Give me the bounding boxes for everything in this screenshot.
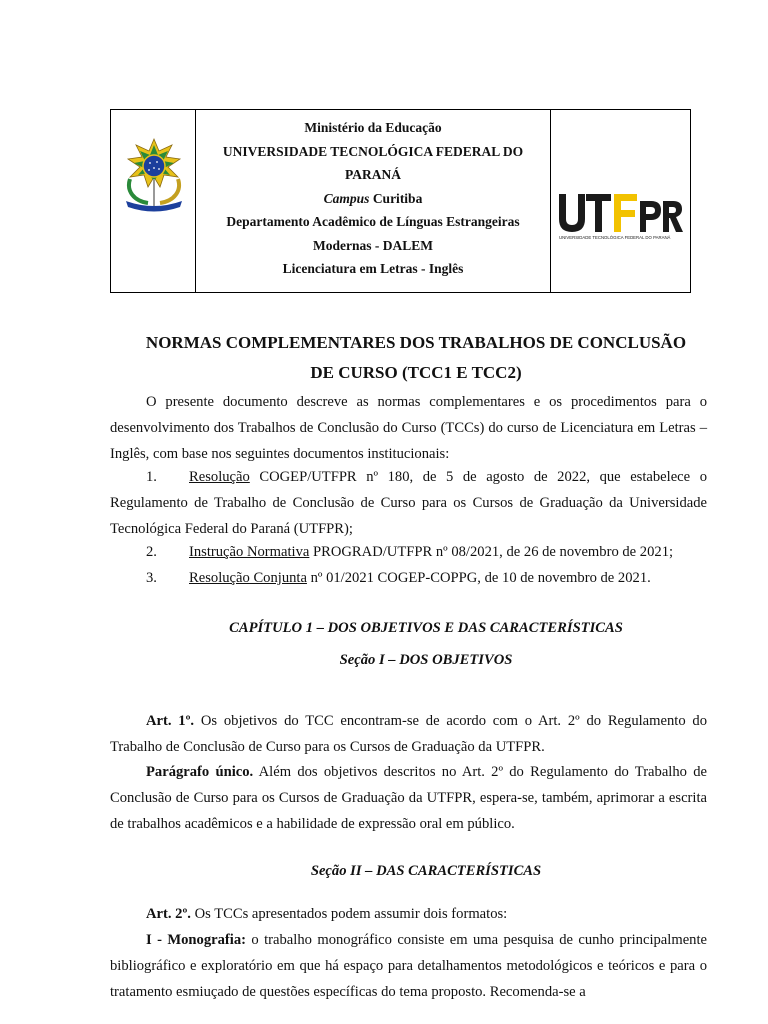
department-line: Departamento Acadêmico de Línguas Estrangeiras — [226, 214, 520, 229]
document-title-line-2: DE CURSO (TCC1 E TCC2) — [310, 363, 522, 382]
section-2-heading: Seção II – DAS CARACTERÍSTICAS — [310, 863, 542, 879]
section-1-heading — [110, 652, 742, 669]
article-2-text: Os TCCs apresentados podem assumir dois formatos: — [190, 906, 508, 922]
campus-label: Campus — [323, 190, 370, 206]
utfpr-logo — [557, 191, 685, 241]
section-1-text: Seção I – DOS OBJETIVOS — [339, 652, 513, 668]
list-text-3: nº 01/2021 COGEP-COPPG, de 10 de novembro de 2021. — [306, 570, 651, 586]
university-line: UNIVERSIDADE TECNOLÓGICA FEDERAL DO — [222, 143, 524, 159]
article-2-label: Art. 2º. — [146, 906, 191, 922]
item-monografia-text: o trabalho monográfico consiste em uma pesquisa de cunho principalmente bibliográfico e exploratório em que há espaço para detalhamentos metodológicos e teóricos e para o tratamento esmiuçado de questões específicas do tema proposto. Recomenda-se a — [110, 932, 707, 1000]
university-line-2: PARANÁ — [345, 167, 401, 182]
header-table — [110, 109, 691, 293]
ministry-line: Ministério da Educação — [304, 120, 442, 135]
list-link-3[interactable]: Resolução Conjunta — [189, 570, 307, 586]
intro-paragraph: O presente documento descreve as normas complementares e os procedimentos para o desenvolvimento dos Trabalhos de Conclusão do Curso (TCCs) do curso de Licenciatura em Letras – Inglês, com base nos seguintes documentos institucionais: — [110, 394, 707, 462]
paragrafo-label: Parágrafo único. — [146, 764, 254, 780]
logo-subtext: UNIVERSIDADE TECNOLÓGICA FEDERAL DO PARANÁ — [559, 235, 671, 240]
brazil-coat-of-arms-icon — [120, 137, 188, 215]
paragrafo-unico — [110, 759, 707, 837]
article-2 — [110, 901, 707, 927]
logo-cell — [551, 110, 690, 292]
list-number-1: 1. — [146, 469, 157, 485]
document-title-line-1: NORMAS COMPLEMENTARES DOS TRABALHOS DE CONCLUSÃO — [145, 333, 687, 352]
list-item-2 — [110, 539, 707, 565]
list-text-1: COGEP/UTFPR nº 180, de 5 de agosto de 2022, que estabelece o Regulamento de Trabalho de Conclusão de Curso para os Cursos de Graduação da Universidade Tecnológica Federal do Paraná (UTFPR); — [110, 469, 707, 537]
crest-cell — [111, 110, 196, 292]
item-monografia-label: I - Monografia: — [146, 932, 246, 948]
article-1-text: Os objetivos do TCC encontram-se de acordo com o Art. 2º do Regulamento do Trabalho de Conclusão de Curso para os Cursos de Graduação da UTFPR. — [110, 713, 708, 755]
list-item-1 — [110, 464, 707, 542]
list-number-3: 3. — [146, 570, 157, 586]
paragrafo-text: Além dos objetivos descritos no Art. 2º do Regulamento do Trabalho de Conclusão de Curso para os Cursos de Graduação da UTFPR, espera-se, também, aprimorar a escrita de trabalhos acadêmicos e a habilidade de expressão oral em público. — [110, 764, 707, 832]
campus-line — [196, 187, 550, 211]
institution-cell — [196, 110, 551, 292]
item-monografia — [110, 927, 707, 1005]
chapter-1-heading: CAPÍTULO 1 – DOS OBJETIVOS E DAS CARACTERÍSTICAS — [229, 620, 623, 636]
article-1-label: Art. 1º. — [146, 713, 195, 729]
list-link-2[interactable]: Instrução Normativa — [189, 544, 310, 560]
article-1 — [110, 708, 707, 760]
list-item-3 — [110, 565, 707, 591]
list-link-1[interactable]: Resolução — [189, 469, 250, 485]
department-line-2: Modernas - DALEM — [313, 237, 433, 253]
course-line: Licenciatura em Letras - Inglês — [282, 261, 464, 276]
campus-name: Curitiba — [369, 190, 423, 206]
list-text-2: PROGRAD/UTFPR nº 08/2021, de 26 de novembro de 2021; — [309, 544, 674, 560]
list-number-2: 2. — [146, 544, 157, 560]
